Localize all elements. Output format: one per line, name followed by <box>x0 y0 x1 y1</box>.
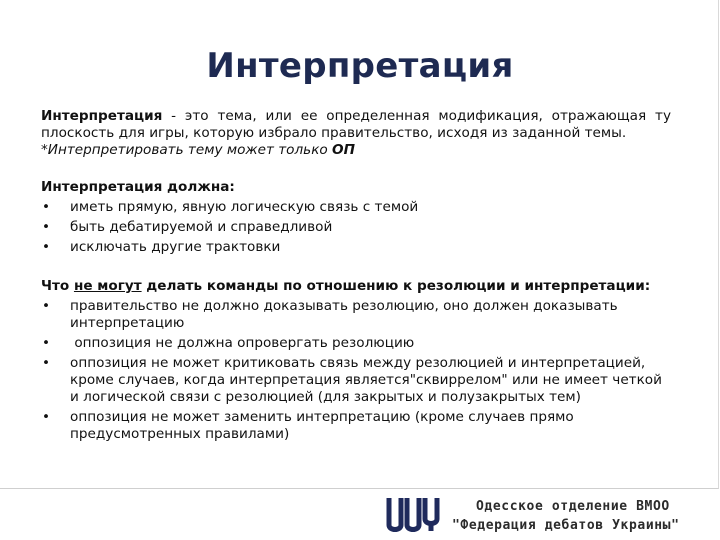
requirements-list <box>41 199 671 256</box>
restrictions-heading-underlined: не могут <box>73 278 142 294</box>
organization-name <box>452 497 714 535</box>
requirements-heading: Интерпретация должна: <box>41 179 235 195</box>
list-item: • иметь прямую, явную логическую связь с темой <box>41 199 671 216</box>
vmoo-logo-icon <box>385 495 441 533</box>
list-item: • оппозиция не может критиковать связь между резолюцией и интерпретацией, кроме случаев, когда интерпретация является"сквиррелом" или не имеет четкой и логической связи с резолюцией (для закрытых и полузакрытых тем) <box>41 355 671 406</box>
definition-note-bold: ОП <box>332 142 355 158</box>
slide-title: Интерпретация <box>206 46 514 86</box>
slide-content <box>41 108 671 443</box>
list-item: • быть дебатируемой и справедливой <box>41 219 671 236</box>
list-item: • правительство не должно доказывать резолюцию, оно должен доказывать интерпретацию <box>41 298 671 332</box>
org-line-1: Одесское отделение ВМОО <box>476 499 670 514</box>
org-line-2: "Федерация дебатов Украины" <box>452 518 680 533</box>
restrictions-heading-post: делать команды по отношению к резолюции и интерпретации: <box>141 278 651 294</box>
list-item: • исключать другие трактовки <box>41 239 671 256</box>
definition-text: - это тема, или ее определенная модификация, отражающая ту плоскость для игры, которую избрало правительство, исходя из заданной темы. <box>41 108 671 141</box>
definition-term: Интерпретация <box>41 108 163 124</box>
restrictions-list <box>41 298 671 443</box>
definition-paragraph <box>41 108 671 142</box>
definition-note-text: *Интерпретировать тему может только <box>41 142 333 158</box>
list-item: • оппозиция не должна опровергать резолюцию <box>41 335 671 352</box>
restrictions-heading-pre: Что <box>41 278 74 294</box>
restrictions-heading <box>41 278 671 295</box>
list-item: • оппозиция не может заменить интерпретацию (кроме случаев прямо предусмотренных правилами) <box>41 409 671 443</box>
definition-note <box>41 142 671 159</box>
